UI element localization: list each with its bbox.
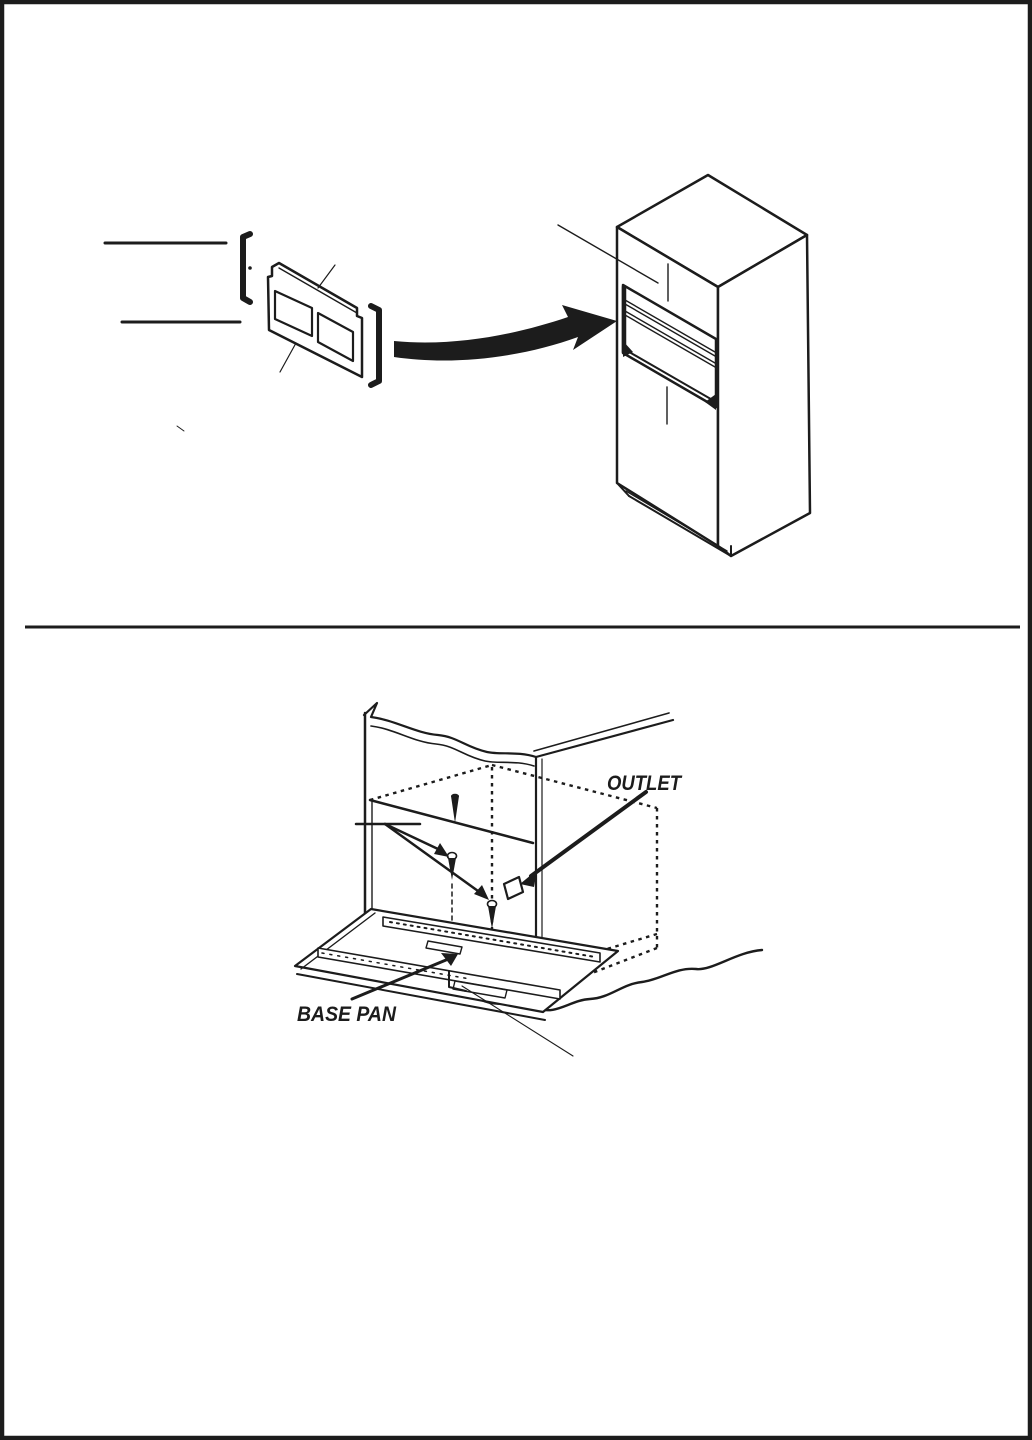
trim-strip-right — [371, 306, 379, 385]
outlet-arrow-line — [531, 792, 646, 876]
page-border — [2, 2, 1030, 1438]
trim-frame-leader-top — [318, 265, 335, 288]
outlet-box — [504, 877, 523, 899]
trim-frame-panel — [268, 263, 362, 377]
trim-frame-leader-bottom — [280, 343, 296, 372]
install-direction-arrow — [394, 305, 617, 360]
wall-left-torn-top-inner — [371, 726, 534, 766]
figure-trim-kit-installation — [105, 175, 810, 556]
screw-top — [451, 794, 459, 823]
cabinet — [558, 175, 810, 556]
wall-cutout-lintel — [370, 800, 533, 843]
cabinet-right-face — [718, 235, 810, 556]
outlet-label: OUTLET — [607, 772, 683, 795]
trim-strip-left — [243, 234, 252, 302]
base-pan-label: BASE PAN — [297, 1003, 397, 1026]
outlet-callout — [520, 772, 683, 887]
figure-outlet-base-pan — [295, 703, 762, 1056]
outlet-arrowhead — [520, 870, 537, 887]
scan-tick-mark — [177, 426, 184, 431]
screw-callout — [356, 824, 489, 900]
